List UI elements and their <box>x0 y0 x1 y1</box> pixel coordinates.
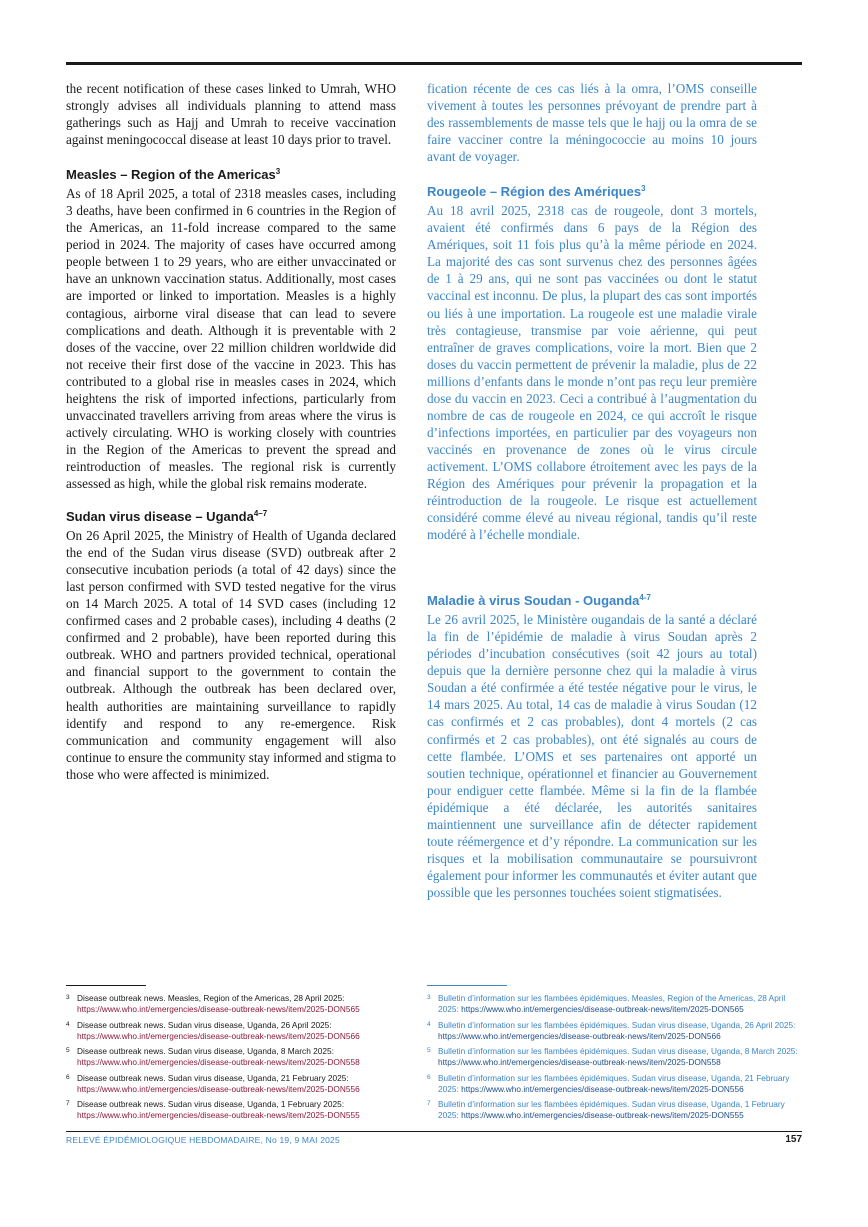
footnote-link[interactable]: https://www.who.int/emergencies/disease-outbreak-news/item/2025-DON555 <box>461 1110 744 1121</box>
french-measles-paragraph: Au 18 avril 2025, 2318 cas de rougeole, dont 3 mortels, avaient été confirmés dans 6 pays de la Région des Amériques, soit 11 fois plus qu’à la même période en 2024. La majorité des cas sont survenus chez des personnes âgées de 1 à 29 ans, qui ne sont pas vaccinées ou dont le statut vaccinal est inconnu. De plus, la plupart des cas sont importés ou liés à une importation. La rougeole est une maladie virale très contagieuse, transmise par voie aérienne, qui peut entraîner de graves complications, voire la mort. Bien que 2 doses du vaccin permettent de prévenir la maladie, plus de 22 millions d’enfants dans le monde n’ont pas reçu leur première dose du vaccin en 2023. Ceci a contribué à l’augmentation du nombre de cas de rougeole en 2024, ce qui accroît le risque d’infections importées, en particulier par des voyageurs non vaccinés en provenance de zones où le virus circule activement. L’OMS collabore étroitement avec les pays de la Région des Amériques pour prévenir la propagation et la réintroduction de la rougeole. Le risque est actuellement considéré comme élevé au niveau régional, tandis qu’il reste modéré à l’échelle mondiale. <box>427 203 757 543</box>
english-intro-paragraph: the recent notification of these cases linked to Umrah, WHO strongly advises all individuals planning to attend mass gatherings such as Hajj and Umrah to receive vaccination against meningococcal disease at least 10 days prior to travel. <box>66 81 396 148</box>
footnote-text: Bulletin d’information sur les flambées épidémiques. Sudan virus disease, Uganda, 8 March 2025: <box>438 1046 798 1056</box>
page-number: 157 <box>785 1134 802 1145</box>
footnote-number: 5 <box>427 1047 431 1054</box>
english-footnotes <box>66 993 402 1126</box>
footnote-number: 4 <box>66 1020 70 1028</box>
french-column <box>427 80 757 901</box>
footnote-link[interactable]: https://www.who.int/emergencies/disease-outbreak-news/item/2025-DON558 <box>438 1057 721 1068</box>
footnote-number: 6 <box>66 1073 70 1081</box>
french-sudan-heading <box>427 593 757 609</box>
french-sudan-ref: 4-7 <box>639 593 651 603</box>
french-intro-paragraph: fication récente de ces cas liés à la omra, l’OMS conseille vivement à toutes les personnes prévoyant de prendre part à des rassemblements de masse tels que le hajj ou la omra de se faire vacciner contre la méningococcie au moins 10 jours avant de voyager. <box>427 81 757 165</box>
footnote-number: 3 <box>66 994 70 1001</box>
footnote-text: Disease outbreak news. Sudan virus disease, Uganda, 8 March 2025: <box>77 1046 334 1056</box>
french-measles-ref: 3 <box>641 184 646 194</box>
footnote-text: Bulletin d’information sur les flambées épidémiques. Sudan virus disease, Uganda, 21 February 2025: <box>438 1072 790 1094</box>
footnote-text: Bulletin d’information sur les flambées épidémiques. Sudan virus disease, Uganda, 1 February 2025: <box>438 1099 785 1121</box>
footnote-link[interactable]: https://www.who.int/emergencies/disease-outbreak-news/item/2025-DON556 <box>77 1083 360 1094</box>
footnote-text: Disease outbreak news. Sudan virus disease, Uganda, 21 February 2025: <box>77 1072 349 1083</box>
english-column <box>66 80 396 783</box>
footnote-number: 6 <box>427 1073 431 1081</box>
footnote-number: 5 <box>66 1047 70 1054</box>
footnote <box>427 1046 803 1069</box>
footnote-text: Bulletin d’information sur les flambées épidémiques. Measles, Region of the Americas, 28 April 2025: <box>438 993 786 1015</box>
english-sudan-heading <box>66 509 396 525</box>
french-measles-heading-text: Rougeole – Région des Amériques <box>427 184 642 200</box>
english-sudan-ref: 4–7 <box>253 509 268 519</box>
french-footnotes <box>427 993 803 1126</box>
footnote <box>66 993 402 1016</box>
footnote <box>427 1099 803 1122</box>
footnote-number: 7 <box>66 1100 70 1107</box>
footnote-number: 4 <box>427 1020 431 1028</box>
footnote-link[interactable]: https://www.who.int/emergencies/disease-outbreak-news/item/2025-DON558 <box>77 1057 360 1068</box>
footnote-link[interactable]: https://www.who.int/emergencies/disease-outbreak-news/item/2025-DON566 <box>438 1030 721 1041</box>
footnote <box>66 1099 402 1122</box>
french-sudan-paragraph: Le 26 avril 2025, le Ministère ougandais de la santé a déclaré la fin de l’épidémie de maladie à virus Soudan après 2 périodes d’incubation consécutives (soit 42 jours au total) depuis que la dernière personne chez qui la maladie à virus Soudan a été confirmée a été testée négative pour le virus, le 14 mars 2025. Au total, 14 cas de maladie à virus Soudan (12 cas confirmés et 2 cas probables), dont 4 mortels (2 cas confirmés et 2 cas probables), ont été signalés au cours de cette flambée. L’OMS et ses partenaires ont apporté un soutien technique, opérationnel et financier au Gouvernement pour endiguer cette flambée. Même si la fin de la flambée épidémique a été déclarée, les autorités sanitaires maintiennent une surveillance afin de détecter rapidement toute réémergence et d’y répondre. La communication sur les risques et la mobilisation communautaire se poursuivront également pour informer les communautés et éviter autant que possible que les personnes touchées soient stigmatisées. <box>427 612 757 900</box>
footnote-text: Disease outbreak news. Sudan virus disease, Uganda, 26 April 2025: <box>77 1019 332 1030</box>
footnote <box>427 993 803 1016</box>
french-footnote-rule <box>427 985 507 986</box>
english-sudan-heading-text: Sudan virus disease – Uganda <box>66 509 254 525</box>
footnote-text: Disease outbreak news. Sudan virus disease, Uganda, 1 February 2025: <box>77 1099 345 1109</box>
footnote <box>427 1073 803 1096</box>
running-footer: RELEVÉ ÉPIDÉMIOLOGIQUE HEBDOMADAIRE, No 19, 9 MAI 2025 <box>66 1135 340 1145</box>
footnote-number: 7 <box>427 1100 431 1107</box>
footnote-link[interactable]: https://www.who.int/emergencies/disease-outbreak-news/item/2025-DON556 <box>461 1083 744 1094</box>
english-measles-paragraph: As of 18 April 2025, a total of 2318 measles cases, including 3 deaths, have been confirmed in 6 countries in the Region of the Americas, an 11-fold increase compared to the same period in 2024. The majority of cases have occurred among people between 1 to 29 years, who are either unvaccinated or have an unknown vaccination status. Additionally, most cases are imported or linked to importation. Measles is a highly contagious, airborne viral disease that can lead to severe complications and death. Although it is preventable with 2 doses of the vaccine, over 22 million children worldwide did not receive their first dose of the vaccine in 2023. This has contributed to a global rise in measles cases in 2024, which heightens the risk of imported infections, particularly from unvaccinated travellers arriving from areas where the virus is actively circulating. WHO is working closely with countries in the Region of the Americas to prevent the spread and reintroduction of measles. The regional risk is currently assessed as high, while the global risk remains moderate. <box>66 186 396 491</box>
footnote-text: Bulletin d’information sur les flambées épidémiques. Sudan virus disease, Uganda, 26 April 2025: <box>438 1019 796 1030</box>
english-footnote-rule <box>66 985 146 986</box>
footnote-number: 3 <box>427 994 431 1001</box>
english-measles-ref: 3 <box>275 167 281 177</box>
footnote <box>427 1020 803 1043</box>
footnote-text: Disease outbreak news. Measles, Region of the Americas, 28 April 2025: <box>77 993 345 1003</box>
footnote-link[interactable]: https://www.who.int/emergencies/disease-outbreak-news/item/2025-DON555 <box>77 1110 360 1121</box>
top-rule <box>66 62 802 65</box>
footnote-link[interactable]: https://www.who.int/emergencies/disease-outbreak-news/item/2025-DON566 <box>77 1030 360 1041</box>
bottom-rule <box>66 1131 802 1132</box>
french-sudan-heading-text: Maladie à virus Soudan - Ouganda <box>427 593 640 609</box>
footnote <box>66 1046 402 1069</box>
footnote-link[interactable]: https://www.who.int/emergencies/disease-outbreak-news/item/2025-DON565 <box>77 1004 360 1015</box>
english-measles-heading-text: Measles – Region of the Americas <box>66 167 276 183</box>
french-measles-heading <box>427 184 757 200</box>
footnote <box>66 1020 402 1043</box>
english-measles-heading <box>66 167 396 183</box>
footnote <box>66 1073 402 1096</box>
english-sudan-paragraph: On 26 April 2025, the Ministry of Health of Uganda declared the end of the Sudan virus disease (SVD) outbreak after 2 consecutive incubation periods (a total of 42 days) since the last person confirmed with SVD tested negative for the virus on 14 March 2025. A total of 14 SVD cases (including 12 confirmed cases and 2 probable cases), including 4 deaths (2 confirmed and 2 probable), have been reported during this outbreak. WHO and partners provided technical, operational and financial support to the government to contain the outbreak. Although the outbreak has been declared over, health authorities are maintaining surveillance to rapidly identify and respond to any re-emergence. Risk communication and community engagement will also continue to ensure the community stay informed and stigma to those who were affected is minimized. <box>66 528 396 782</box>
footnote-link[interactable]: https://www.who.int/emergencies/disease-outbreak-news/item/2025-DON565 <box>461 1004 744 1015</box>
